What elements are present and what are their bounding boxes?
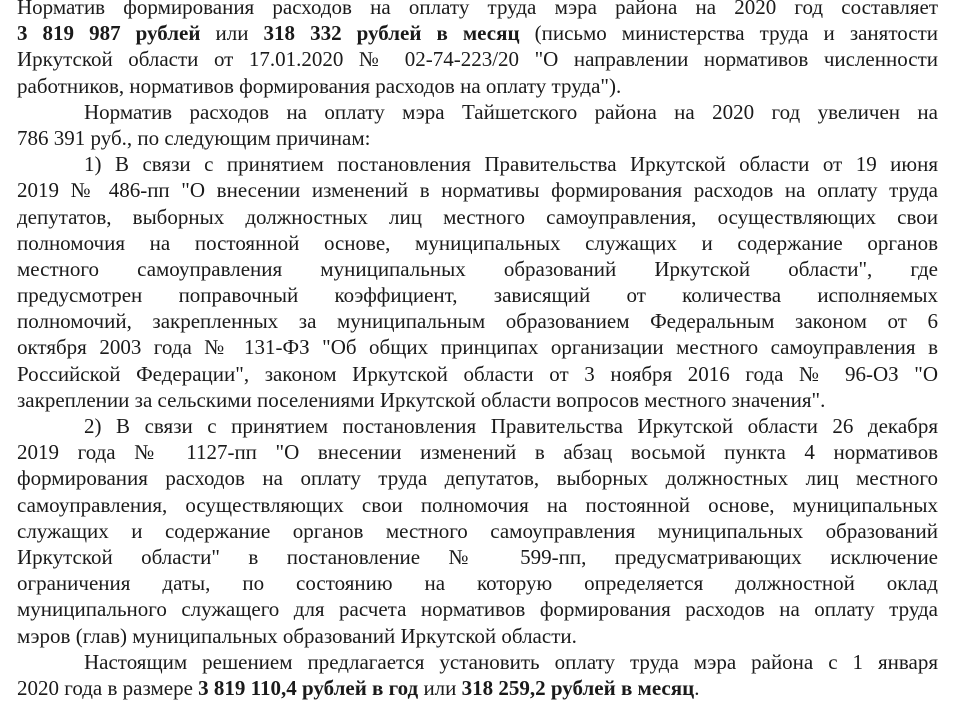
text-run: полномочий, закрепленных за муниципальным образованием Федеральным законом от 6 <box>17 309 938 334</box>
text-run: или <box>200 21 264 46</box>
text-run: ограничения даты, по состоянию на которую определяется должностной оклад <box>17 571 938 596</box>
bold-amount: 3 819 987 рублей <box>17 21 201 46</box>
text-line <box>0 151 969 177</box>
text-run: Иркутской области от 17.01.2020 № 02-74-223/20 "О направлении нормативов численности <box>17 47 938 72</box>
text-line <box>0 570 969 596</box>
text-run: депутатов, выборных должностных лиц местного самоуправления, осуществляющих свои <box>17 204 938 229</box>
paragraph <box>0 99 969 151</box>
bold-amount: 318 259,2 рублей в месяц <box>461 675 695 700</box>
text-run: 786 391 руб., по следующим причинам: <box>17 125 371 150</box>
text-run: октября 2003 года № 131-ФЗ "Об общих принципах организации местного самоуправления в <box>17 335 938 360</box>
text-line <box>0 308 969 334</box>
text-line <box>0 177 969 203</box>
text-run: Российской Федерации", законом Иркутской области от 3 ноября 2016 года № 96-ОЗ "О <box>17 361 938 386</box>
text-line <box>0 413 969 439</box>
text-line <box>0 0 969 20</box>
text-run: Норматив расходов на оплату мэра Тайшетского района на 2020 год увеличен на <box>84 99 938 124</box>
text-line <box>0 439 969 465</box>
text-line <box>0 596 969 622</box>
paragraph <box>0 151 969 413</box>
text-run: 1) В связи с принятием постановления Правительства Иркутской области от 19 июня <box>84 152 938 177</box>
text-run: или <box>418 675 462 700</box>
text-line <box>0 256 969 282</box>
text-line <box>0 465 969 491</box>
text-run: Норматив формирования расходов на оплату труда мэра района на 2020 год составляет <box>17 0 938 19</box>
text-line <box>0 649 969 675</box>
text-line <box>0 334 969 360</box>
text-run: предусмотрен поправочный коэффициент, зависящий от количества исполняемых <box>17 283 938 308</box>
text-line <box>0 73 969 99</box>
text-line <box>0 492 969 518</box>
text-run: Настоящим решением предлагается установить оплату труда мэра района с 1 января <box>84 649 938 674</box>
paragraph <box>0 0 969 99</box>
text-line <box>0 46 969 72</box>
text-line <box>0 230 969 256</box>
text-run: 2) В связи с принятием постановления Правительства Иркутской области 26 декабря <box>84 414 938 438</box>
text-run: 2020 года в размере <box>17 675 199 700</box>
text-run: полномочия на постоянной основе, муниципальных служащих и содержание органов <box>17 230 938 255</box>
text-run: муниципального служащего для расчета нормативов формирования расходов на оплату труда <box>17 597 938 622</box>
bold-amount: 318 332 рублей в месяц <box>263 21 520 46</box>
text-run: служащих и содержание органов местного самоуправления муниципальных образований <box>17 518 938 543</box>
text-run: самоуправления, осуществляющих свои полномочия на постоянной основе, муниципальных <box>17 492 938 517</box>
text-line <box>0 99 969 125</box>
text-line <box>0 518 969 544</box>
text-run: (письмо министерства труда и занятости <box>519 21 938 46</box>
text-run: мэров (глав) муниципальных образований Иркутской области. <box>17 623 577 648</box>
bold-amount: 3 819 110,4 рублей в год <box>198 675 419 700</box>
text-line <box>0 544 969 570</box>
text-line <box>0 20 969 46</box>
text-run: 2019 года № 1127-пп "О внесении изменений в абзац восьмой пункта 4 нормативов <box>17 440 938 465</box>
text-line <box>0 282 969 308</box>
text-line <box>0 125 969 151</box>
text-line <box>0 361 969 387</box>
paragraph <box>0 413 969 649</box>
text-run: 2019 № 486-пп "О внесении изменений в нормативы формирования расходов на оплату труда <box>17 178 938 203</box>
text-run: формирования расходов на оплату труда депутатов, выборных должностных лиц местного <box>17 466 938 491</box>
text-line <box>0 623 969 649</box>
text-run: закреплении за сельскими поселениями Иркутской области вопросов местного значения". <box>17 387 826 412</box>
text-line <box>0 675 969 701</box>
text-run: работников, нормативов формирования расходов на оплату труда"). <box>17 73 622 98</box>
text-run: . <box>694 675 700 700</box>
text-line <box>0 204 969 230</box>
paragraph <box>0 649 969 701</box>
text-run: Иркутской области" в постановление № 599-пп, предусматривающих исключение <box>17 544 938 569</box>
text-run: местного самоуправления муниципальных образований Иркутской области", где <box>17 256 938 281</box>
text-line <box>0 387 969 413</box>
